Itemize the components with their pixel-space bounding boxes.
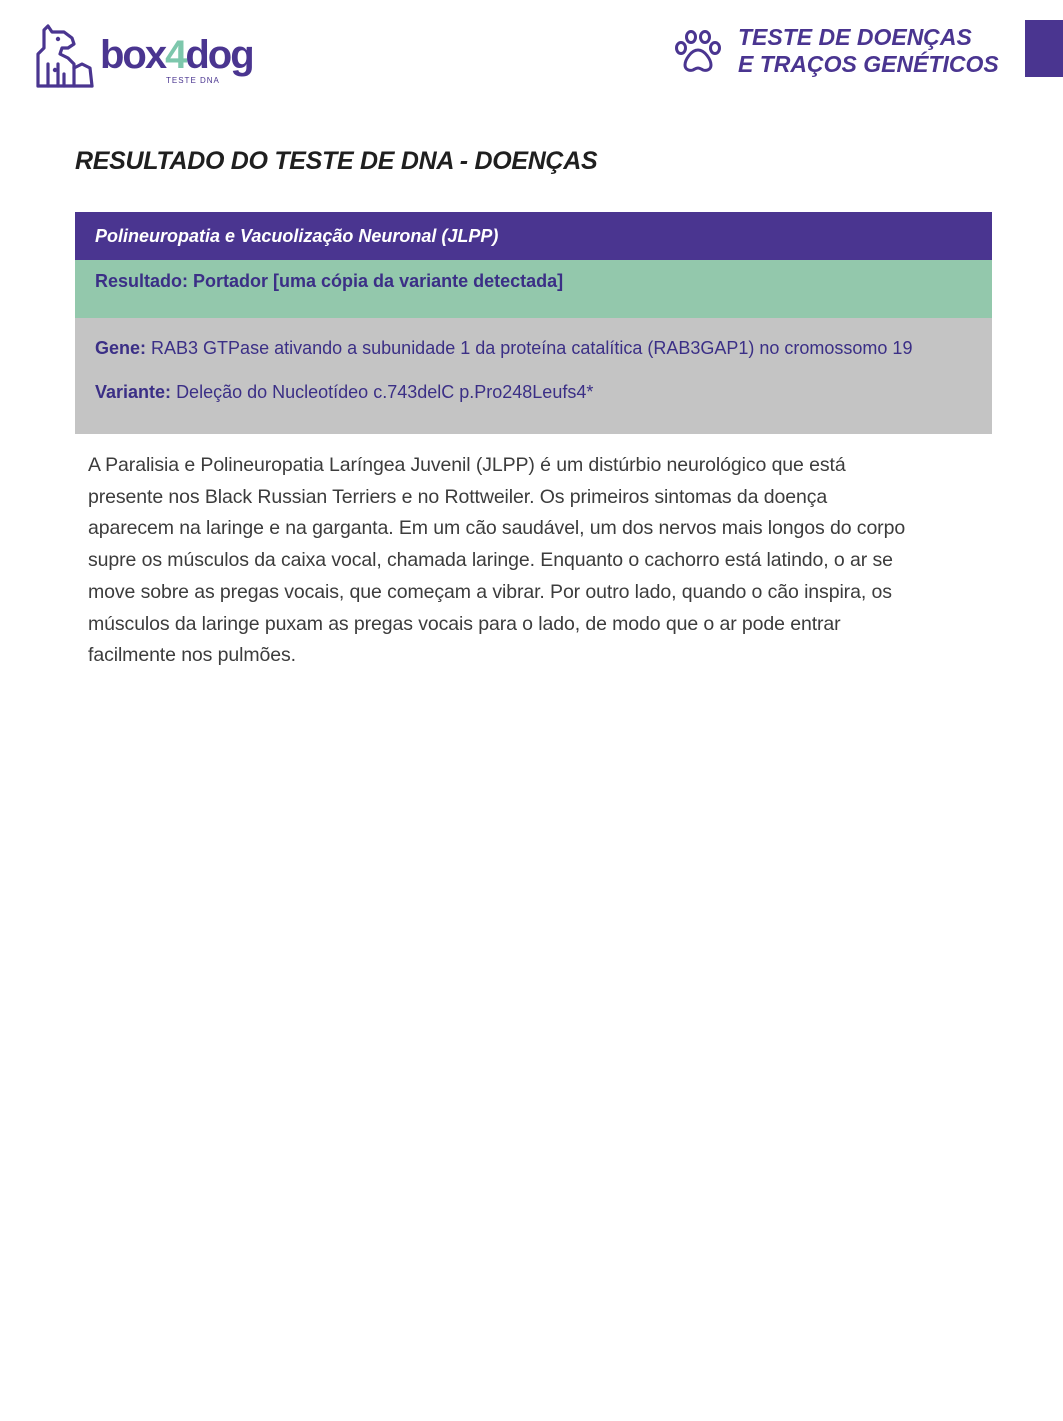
header-title <box>738 24 1018 78</box>
header-title-line-1: TESTE DE DOENÇAS <box>738 24 972 50</box>
paw-icon <box>674 30 722 74</box>
logo-subtitle: TESTE DNA <box>166 76 220 85</box>
description-line: move sobre as pregas vocais, que começam a vibrar. Por outro lado, quando o cão inspira, os <box>88 580 892 603</box>
page-title: RESULTADO DO TESTE DE DNA - DOENÇAS <box>75 147 598 175</box>
variant-value: Deleção do Nucleotídeo c.743delC p.Pro248Leufs4* <box>176 382 594 402</box>
description-line: A Paralisia e Polineuropatia Laríngea Juvenil (JLPP) é um distúrbio neurológico que está <box>88 454 846 476</box>
gene-label: Gene: <box>95 338 147 358</box>
description-line: facilmente nos pulmões. <box>88 644 296 667</box>
gene-value: RAB3 GTPase ativando a subunidade 1 da proteína catalítica (RAB3GAP1) no cromossomo 19 <box>151 338 913 358</box>
description-line: músculos da laringe puxam as pregas vocais para o lado, de modo que o ar pode entrar <box>88 612 841 635</box>
variant-label: Variante: <box>95 382 172 402</box>
result-value: Portador [uma cópia da variante detectada] <box>193 271 564 291</box>
header-title-line-2: E TRAÇOS GENÉTICOS <box>738 51 999 77</box>
description-paragraph <box>88 450 983 672</box>
dog-logo-icon <box>34 24 96 88</box>
result-label: Resultado: <box>95 271 189 291</box>
result-card <box>75 212 992 434</box>
description-line: supre os músculos da caixa vocal, chamada laringe. Enquanto o cachorro está latindo, o ar se <box>88 549 893 572</box>
page-header <box>0 0 1063 110</box>
details-section <box>75 318 992 434</box>
box4dog-logo <box>34 22 254 90</box>
variant-row <box>95 378 992 422</box>
description-line: aparecem na laringe e na garganta. Em um cão saudável, um dos nervos mais longos do corpo <box>88 517 906 540</box>
description-line: presente nos Black Russian Terriers e no Rottweiler. Os primeiros sintomas da doença <box>88 485 828 508</box>
gene-row <box>95 334 992 378</box>
result-row <box>75 260 992 318</box>
corner-accent-bar <box>1025 20 1063 77</box>
logo-wordmark: box4dog <box>100 33 253 77</box>
disease-name: Polineuropatia e Vacuolização Neuronal (JLPP) <box>75 212 992 260</box>
